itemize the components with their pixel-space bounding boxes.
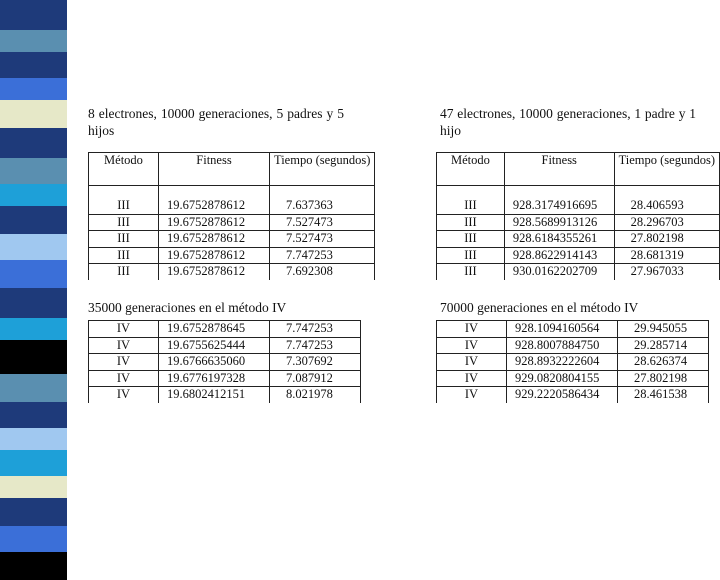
stripe-segment [0,288,67,318]
cell-time: 7.692308 [270,264,375,280]
cell-method: III [437,231,505,248]
cell-method: III [89,231,159,248]
cell-time: 28.406593 [614,198,719,214]
table-right-method-iv [436,320,709,403]
cell-method: IV [89,337,159,354]
cell-time: 7.527473 [270,231,375,248]
stripe-segment [0,402,67,428]
header-time: Tiempo (segundos) [270,153,375,186]
cell-fitness: 19.6752878612 [159,214,270,231]
right-top-section [440,105,696,139]
cell-fitness: 19.6752878612 [159,264,270,280]
table-row [437,264,720,280]
cell-time: 29.945055 [618,321,709,338]
stripe-segment [0,206,67,234]
stripe-segment [0,30,67,52]
cell-fitness: 19.6752878612 [159,247,270,264]
cell-method: IV [89,321,159,338]
cell-method: III [89,247,159,264]
cell-time: 7.527473 [270,214,375,231]
cell-fitness: 19.6802412151 [159,387,270,403]
table-left-method-iii [88,152,375,280]
cell-time: 7.087912 [270,370,361,387]
header-fitness: Fitness [159,153,270,186]
stripe-segment [0,476,67,498]
right-bottom-section [440,299,638,316]
table-row [437,387,709,403]
stripe-segment [0,340,67,374]
cell-time: 28.626374 [618,354,709,371]
table-left-method-iv [88,320,361,403]
header-fitness: Fitness [504,153,614,186]
cell-fitness: 928.8622914143 [504,247,614,264]
stripe-segment [0,428,67,450]
cell-method: III [89,264,159,280]
cell-method: III [89,214,159,231]
left-bottom-section [88,299,286,316]
stripe-segment [0,318,67,340]
header-method: Método [437,153,505,186]
stripe-segment [0,526,67,552]
left-table-iii [88,152,375,280]
stripe-segment [0,52,67,78]
cell-time: 27.802198 [618,370,709,387]
cell-time: 27.802198 [614,231,719,248]
right-table-iii [436,152,720,280]
cell-time: 28.296703 [614,214,719,231]
table-row [437,214,720,231]
cell-time: 7.307692 [270,354,361,371]
cell-method: III [437,264,505,280]
left-caption-2: 35000 generaciones en el método IV [88,300,287,315]
cell-fitness: 19.6752878612 [159,231,270,248]
right-caption: 47 electrones, 10000 generaciones, 1 padre y 1 hijo [440,106,696,138]
table-row [437,354,709,371]
table-row [89,198,375,214]
cell-time: 7.747253 [270,321,361,338]
stripe-segment [0,78,67,100]
cell-fitness: 928.6184355261 [504,231,614,248]
table-row [437,198,720,214]
table-row [89,264,375,280]
stripe-segment [0,374,67,402]
cell-time: 29.285714 [618,337,709,354]
cell-method: III [437,198,505,214]
table-row [437,337,709,354]
cell-time: 7.747253 [270,247,375,264]
table-row [437,231,720,248]
cell-fitness: 928.8932222604 [507,354,618,371]
table-row [437,247,720,264]
left-table-iv [88,320,361,403]
cell-time: 7.637363 [270,198,375,214]
cell-time: 7.747253 [270,337,361,354]
stripe-segment [0,260,67,288]
header-method: Método [89,153,159,186]
stripe-segment [0,234,67,260]
cell-fitness: 19.6752878612 [159,198,270,214]
stripe-segment [0,100,67,128]
spacer-row [89,186,375,199]
stripe-segment [0,158,67,184]
table-row [89,231,375,248]
cell-fitness: 929.0820804155 [507,370,618,387]
cell-method: III [437,247,505,264]
table-row [89,214,375,231]
left-caption: 8 electrones, 10000 generaciones, 5 padres y 5 hijos [88,106,344,138]
table-row [437,321,709,338]
table-row [89,354,361,371]
cell-method: III [89,198,159,214]
cell-fitness: 19.6766635060 [159,354,270,371]
cell-method: IV [437,354,507,371]
cell-fitness: 928.5689913126 [504,214,614,231]
table-row [89,370,361,387]
stripe-segment [0,498,67,526]
table-row [437,370,709,387]
cell-fitness: 19.6752878645 [159,321,270,338]
header-time: Tiempo (segundos) [614,153,719,186]
table-right-method-iii [436,152,720,280]
cell-fitness: 928.8007884750 [507,337,618,354]
table-row [89,321,361,338]
table-row [89,337,361,354]
stripe-segment [0,450,67,476]
stripe-segment [0,184,67,206]
cell-fitness: 929.2220586434 [507,387,618,403]
cell-fitness: 928.1094160564 [507,321,618,338]
cell-fitness: 930.0162202709 [504,264,614,280]
cell-fitness: 928.3174916695 [504,198,614,214]
cell-method: IV [437,387,507,403]
cell-method: IV [89,354,159,371]
cell-time: 28.681319 [614,247,719,264]
right-table-iv [436,320,709,403]
right-caption-2: 70000 generaciones en el método IV [440,300,639,315]
table-row [89,387,361,403]
cell-time: 8.021978 [270,387,361,403]
cell-method: IV [437,370,507,387]
stripe-segment [0,128,67,158]
decorative-side-stripe [0,0,67,540]
cell-method: IV [437,337,507,354]
stripe-segment [0,552,67,580]
table-row [89,247,375,264]
cell-time: 28.461538 [618,387,709,403]
cell-method: III [437,214,505,231]
spacer-row [437,186,720,199]
cell-fitness: 19.6755625444 [159,337,270,354]
stripe-segment [0,0,67,30]
cell-method: IV [437,321,507,338]
cell-method: IV [89,370,159,387]
cell-fitness: 19.6776197328 [159,370,270,387]
left-top-section [88,105,344,139]
cell-method: IV [89,387,159,403]
cell-time: 27.967033 [614,264,719,280]
